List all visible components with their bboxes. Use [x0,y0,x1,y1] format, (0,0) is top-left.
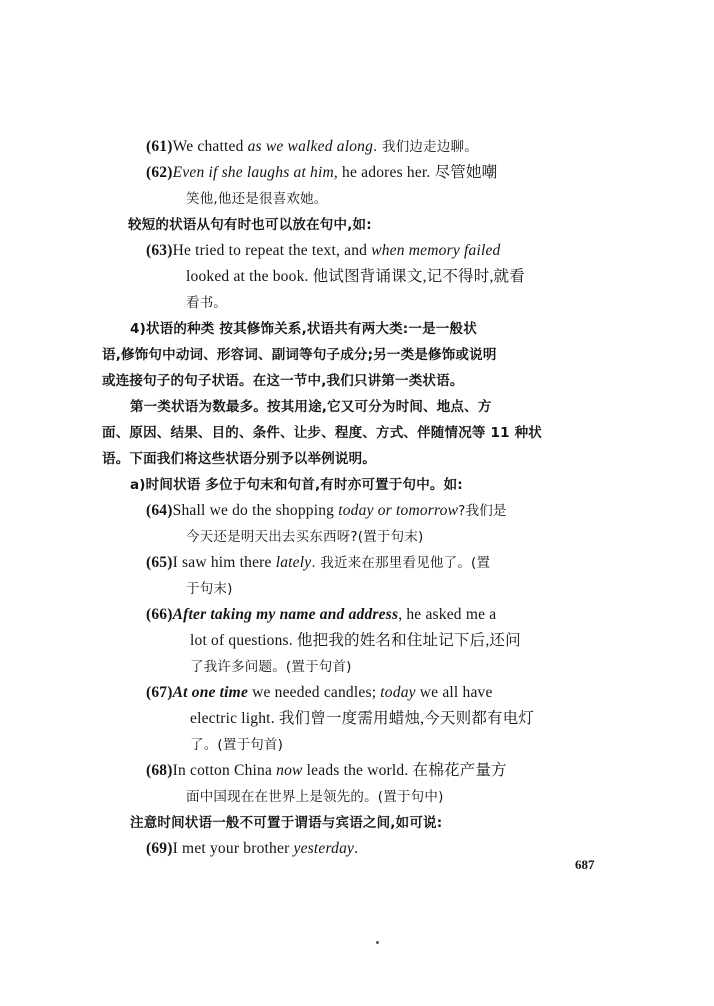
chinese-translation: 了。(置于句首) [190,737,284,753]
chinese-translation: . 我们边走边聊。 [373,139,478,155]
example-number: (63) [146,242,173,259]
example-66 [146,605,496,625]
example-65-continuation [186,579,233,599]
example-number: (64) [146,502,173,519]
example-number: (62) [146,164,173,181]
english-text: leads the world. 在棉花产量方 [302,762,507,779]
example-67 [146,683,493,703]
chinese-translation: 看书。 [186,295,228,311]
page-number: 687 [575,857,595,872]
example-63-continuation [186,267,525,287]
example-67-continuation [190,735,283,755]
example-63 [146,241,500,261]
chinese-translation: 面中国现在在世界上是领先的。(置于句中) [186,789,444,805]
example-61 [146,137,478,157]
example-number: (68) [146,762,173,779]
english-text: I saw him there [172,554,276,571]
chinese-translation: 于句末) [186,581,233,597]
example-number: (65) [146,554,173,571]
example-66-continuation [190,631,521,651]
scan-dot [376,941,379,944]
section-text-line: 或连接句子的句子状语。在这一节中,我们只讲第一类状语。 [102,373,464,389]
english-text: looked at the book. 他试图背诵课文,记不得时,就看 [186,268,525,285]
adverbial-phrase: now [276,762,303,779]
english-text: we all have [415,684,493,701]
english-text: . [354,840,359,857]
adverbial-phrase: Even if she laughs at him [172,164,334,181]
example-68-continuation [186,787,444,807]
adverbial-phrase: yesterday [293,840,355,857]
section-heading-line: 4)状语的种类 按其修饰关系,状语共有两大类:一是一般状 [130,321,477,337]
adverbial-phrase: At one time [172,684,249,701]
english-text: Shall we do the shopping [172,502,339,519]
paragraph-line: 第一类状语为数最多。按其用途,它又可分为时间、地点、方 [130,399,492,415]
example-number: (67) [146,684,173,701]
example-68 [146,761,507,781]
example-number: (61) [146,138,173,155]
subsection-heading: a)时间状语 多位于句末和句首,有时亦可置于句中。如: [130,477,463,493]
section-text-line: 语,修饰句中动词、形容词、副词等句子成分;另一类是修饰或说明 [102,347,497,363]
example-66-continuation [190,657,352,677]
english-text: I met your brother [172,840,294,857]
adverbial-phrase: as we walked along [247,138,374,155]
adverbial-phrase: lately [275,554,312,571]
example-62-continuation [186,189,328,209]
example-number: (66) [146,606,173,623]
example-65 [146,553,490,573]
chinese-translation: 了我许多问题。(置于句首) [190,659,352,675]
adverbial-phrase: when memory failed [371,242,501,259]
adverbial-phrase: After taking my name and address [172,606,399,623]
chinese-translation: ?我们是 [458,503,507,519]
example-number: (69) [146,840,173,857]
adverbial-phrase: today [380,684,416,701]
paragraph-line: 面、原因、结果、目的、条件、让步、程度、方式、伴随情况等 11 种状 [102,425,542,441]
example-64-continuation [186,527,424,547]
english-text: We chatted [172,138,248,155]
chinese-translation: . 我近来在那里看见他了。(置 [311,555,491,571]
note-paragraph: 较短的状语从句有时也可以放在句中,如: [128,217,372,233]
english-text: , he asked me a [398,606,497,623]
example-69 [146,839,358,859]
example-63-continuation [186,293,227,313]
example-62 [146,163,497,183]
example-64 [146,501,507,521]
example-67-continuation [190,709,534,729]
paragraph-line: 语。下面我们将这些状语分别予以举例说明。 [102,451,376,467]
english-text: lot of questions. 他把我的姓名和住址记下后,还问 [190,632,521,649]
chinese-translation: 笑他,他还是很喜欢她。 [186,191,328,207]
english-text: He tried to repeat the text, and [172,242,372,259]
english-text: we needed candles; [248,684,381,701]
english-text: electric light. 我们曾一度需用蜡烛,今天则都有电灯 [190,710,535,727]
english-text: , he adores her. 尽管她嘲 [333,164,498,181]
adverbial-phrase: today or tomorrow [338,502,459,519]
chinese-translation: 今天还是明天出去买东西呀?(置于句末) [186,529,424,545]
english-text: In cotton China [172,762,277,779]
note-paragraph: 注意时间状语一般不可置于谓语与宾语之间,如可说: [130,815,443,831]
